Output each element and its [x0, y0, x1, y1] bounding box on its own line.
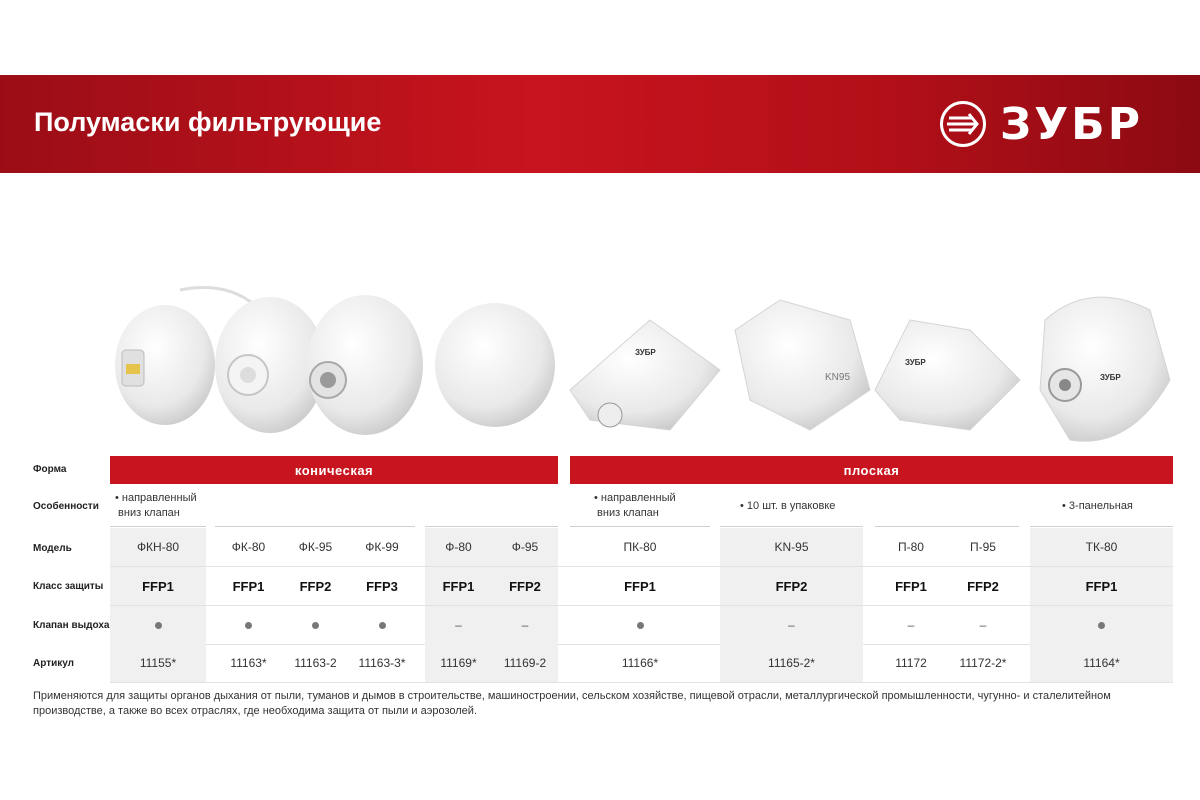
cell-valve [570, 606, 710, 644]
mask-fk95 [307, 295, 423, 435]
cell-valve [349, 606, 415, 644]
cell-class: FFP1 [110, 567, 206, 605]
row-label-features: Особенности [33, 501, 99, 512]
sep [215, 526, 415, 527]
cell-class: FFP1 [624, 578, 656, 594]
mask-illustrations [110, 280, 1180, 450]
footnote: Применяются для защиты органов дыхания от пыли, туманов и дымов в строительстве, машиностроении, сельском хозяйстве, пищевой отрасли, металлургической промышленности, чугунно- и сталелитейном производстве, а также во всех отраслях, где необходима защита от пыли и аэрозолей. [33, 690, 1111, 717]
page-title: Полумаски фильтрующие [34, 107, 382, 137]
cell-model: П-80 [898, 540, 924, 554]
mask-p80 [875, 320, 1020, 430]
mask-f80 [435, 303, 555, 427]
cell-model: П-95 [970, 540, 996, 554]
valve-yes-dot [637, 622, 644, 629]
zubr-logo [940, 99, 1170, 150]
cell-class: FFP2 [967, 578, 999, 594]
cell-model: ФК-95 [298, 540, 333, 554]
cell-article: 11165-2* [720, 644, 863, 682]
cell-class: FFP2 [492, 567, 558, 605]
cell-valve [492, 606, 558, 644]
cell-class: FFP1 [1030, 567, 1173, 605]
mask-pk80 [570, 320, 720, 430]
valve-no-dash: – [979, 618, 987, 632]
mask-print-zubr-3: ЗУБР [1100, 373, 1121, 382]
valve-no-dash: – [521, 618, 529, 632]
valve-no-dash: – [788, 618, 795, 632]
mask-tk80 [1040, 297, 1170, 441]
cell-valve [875, 606, 947, 644]
cell-model: ТК-80 [1030, 528, 1173, 566]
mask-print-kn95: KN95 [825, 372, 851, 383]
cell-valve [720, 606, 863, 644]
cell-class: FFP3 [366, 578, 398, 594]
cell-valve [947, 606, 1019, 644]
valve-yes-dot [245, 622, 252, 629]
cell-model: Ф-80 [425, 528, 492, 566]
cell-class: FFP1 [895, 578, 927, 594]
cell-article: 11163* [230, 656, 267, 670]
feature-valve-down-pk: • направленный вниз клапан [594, 492, 676, 519]
valve-yes-dot [1098, 622, 1105, 629]
cell-class: FFP1 [425, 567, 492, 605]
cell-valve [1030, 606, 1173, 644]
sep [570, 526, 710, 527]
cell-article: 11163-3* [358, 656, 406, 670]
valve-no-dash: – [455, 618, 462, 632]
cell-valve [110, 606, 206, 644]
cell-class: FFP2 [299, 578, 332, 594]
header-banner [0, 75, 1200, 173]
sep [875, 526, 1019, 527]
cell-article: 11169-2 [492, 644, 558, 682]
sep [110, 526, 206, 527]
cell-valve [215, 606, 282, 644]
valve-yes-dot [312, 622, 319, 629]
cell-model: ФК-99 [365, 540, 399, 554]
cell-class: FFP1 [232, 578, 265, 594]
valve-yes-dot [155, 622, 162, 629]
cell-model: KN-95 [720, 528, 863, 566]
form-flat: плоская [570, 456, 1173, 484]
cell-valve [282, 606, 349, 644]
row-label-protection: Класс защиты [33, 581, 104, 592]
cell-model: ФКН-80 [110, 528, 206, 566]
sep [1030, 526, 1173, 527]
mask-print-zubr: ЗУБР [635, 348, 656, 357]
cell-article: 11172-2* [959, 656, 1007, 670]
cell-article: 11164* [1030, 644, 1173, 682]
form-conical: коническая [110, 456, 558, 484]
logo-emblem-icon [940, 101, 986, 147]
sep [720, 526, 863, 527]
cell-model: ПК-80 [623, 540, 657, 554]
row-label-valve: Клапан выдоха [33, 620, 110, 631]
cell-article: 11166* [621, 656, 659, 670]
product-images [110, 280, 1180, 450]
sep [425, 526, 558, 527]
cell-article: 11169* [425, 644, 492, 682]
cell-article: 11155* [110, 644, 206, 682]
feature-three-panel: • 3-панельная [1062, 500, 1133, 512]
feature-valve-down: • направленный вниз клапан [115, 492, 197, 519]
cell-class: FFP2 [720, 567, 863, 605]
cell-valve [425, 606, 492, 644]
cell-model: ФК-80 [231, 540, 266, 554]
row-separator [110, 682, 1173, 683]
logo-text: ЗУБР [1000, 99, 1143, 150]
row-label-model: Модель [33, 543, 72, 554]
cell-model: Ф-95 [492, 528, 558, 566]
mask-print-zubr-2: ЗУБР [905, 358, 926, 367]
cell-article: 11163-2 [294, 656, 337, 670]
cell-article: 11172 [895, 656, 927, 670]
row-label-form: Форма [33, 464, 67, 475]
row-label-article: Артикул [33, 658, 75, 669]
valve-yes-dot [379, 622, 386, 629]
valve-no-dash: – [907, 618, 915, 632]
feature-pack10: • 10 шт. в упаковке [740, 500, 836, 512]
mask-kn95 [735, 300, 870, 430]
